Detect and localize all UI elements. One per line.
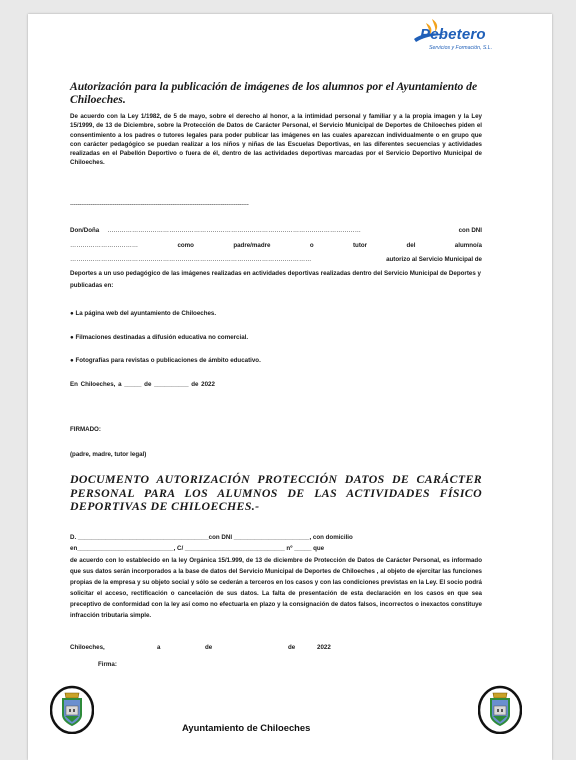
firmado-label: FIRMADO:: [70, 426, 101, 433]
footer-title: Ayuntamiento de Chiloeches: [182, 722, 311, 733]
section-title: DOCUMENTO AUTORIZACIÓN PROTECCIÓN DATOS DE CARÁCTER PERSONAL PARA LOS ALUMNOS DE LAS ACTIVIDADES FÍSICO DEPORTIVAS DE CHILOECHES.-: [70, 472, 482, 513]
form1-line1: [70, 226, 482, 235]
word-o: o: [309, 242, 314, 249]
autorizo-text: autorizo al Servicio Municipal de: [386, 256, 482, 263]
form1-line2: [70, 241, 482, 250]
form2-body: de acuerdo con lo establecido en la ley Orgánica 15/1.999, de 13 de diciembre de Protección de Datos de Carácter Personal, es informado que sus datos serán incorporados a la base de datos del Servicio Municipal de Deportes de Chiloeches , al objeto de ejercitar las funciones propias de la empresa y su objeto social y sólo se cederán a terceros en los casos y con las condiciones previstas en la Ley. El socio podrá solicitar el acceso, rectificación o cancelación de sus datos. La falta de presentación de esta declaración en los casos en que sea preceptivo de conformidad con la ley así como no efectuarla en plazo y la consignación de datos falsos, incorrectos o inexactos constituye infracción tributaria simple.: [70, 557, 482, 620]
date2-a: a: [157, 644, 161, 651]
coat-of-arms-right: [478, 684, 522, 734]
form2-line1[interactable]: D. ______________________________________con DNI ______________________, con domicilio: [70, 534, 353, 541]
bullet-item: ● Fotografías para revistas o publicaciones de ámbito educativo.: [70, 357, 261, 364]
date-line: En Chiloeches, a _____ de __________ de 2022: [70, 381, 215, 388]
word-tutor: tutor: [353, 242, 368, 249]
form1-line3: [70, 255, 482, 264]
word-como: como: [177, 242, 194, 249]
word-alumno: alumno/a: [454, 242, 482, 249]
dni-blank[interactable]: ……………………………: [70, 242, 139, 249]
bullet-item: ● La página web del ayuntamiento de Chiloeches.: [70, 310, 217, 317]
firma-label: Firma:: [98, 661, 117, 668]
intro-paragraph: De acuerdo con la Ley 1/1982, de 5 de mayo, sobre el derecho al honor, a la intimidad personal y familiar y a la propia imagen y la Ley 15/1999, de 13 de Diciembre, sobre la Protección de Datos de Carácter Personal, el Servicio Municipal de Deportes de Chiloeches piden el consentimiento a los padres o tutores legales para poder publicar las imágenes en las cuales aparezcan individualmente o en grupo que con carácter pedagógico se puedan realizar a los niños y niñas de las Escuelas Deportivas, en las diferentes secuencias y actividades realizadas en el Pabellón Deportivo o fuera de él, dentro de las actividades deportivas marcadas por el Servicio Deportivo Municipal de Chiloeches.: [70, 113, 482, 167]
word-del: del: [406, 242, 416, 249]
pebetero-logo: [404, 11, 514, 57]
date2-de: de: [205, 644, 213, 651]
dni-label: con DNI: [458, 227, 482, 234]
divider-line: ------------------------------------------------------------------------------------------------: [70, 201, 249, 208]
bullet-text: Filmaciones destinadas a difusión educativa no comercial.: [75, 334, 249, 341]
firmado-note: (padre, madre, tutor legal): [70, 451, 147, 458]
coat-of-arms-left: [50, 684, 94, 734]
form2-line2[interactable]: en____________________________, C/ _____________________________ nº _____ que: [70, 545, 325, 552]
bullet-text: Fotografías para revistas o publicaciones de ámbito educativo.: [75, 357, 261, 364]
date2-de: de: [288, 644, 296, 651]
don-dona-label: Don/Doña: [70, 227, 100, 234]
date2-year: 2022: [317, 644, 331, 651]
word-padre-madre: padre/madre: [233, 242, 271, 249]
bullet-text: La página web del ayuntamiento de Chiloeches.: [75, 310, 217, 317]
document-title: Autorización para la publicación de imágenes de los alumnos por el Ayuntamiento de Chiloeches.: [70, 80, 478, 106]
student-blank[interactable]: ………………………………………………………………………………………………………: [70, 256, 312, 263]
date2-place: Chiloeches,: [70, 644, 105, 651]
form1-line4: Deportes a un uso pedagógico de las imágenes realizadas en actividades deportivas realizadas dentro del Servicio Municipal de Deportes y publicadas en:: [70, 270, 481, 289]
logo-name: Pebetero: [420, 26, 486, 43]
name-blank[interactable]: ……………………………………………………………………………………………………………: [107, 227, 361, 234]
bullet-item: ● Filmaciones destinadas a difusión educativa no comercial.: [70, 334, 249, 341]
logo-tagline: Servicios y Formación, S.L.: [429, 45, 493, 51]
